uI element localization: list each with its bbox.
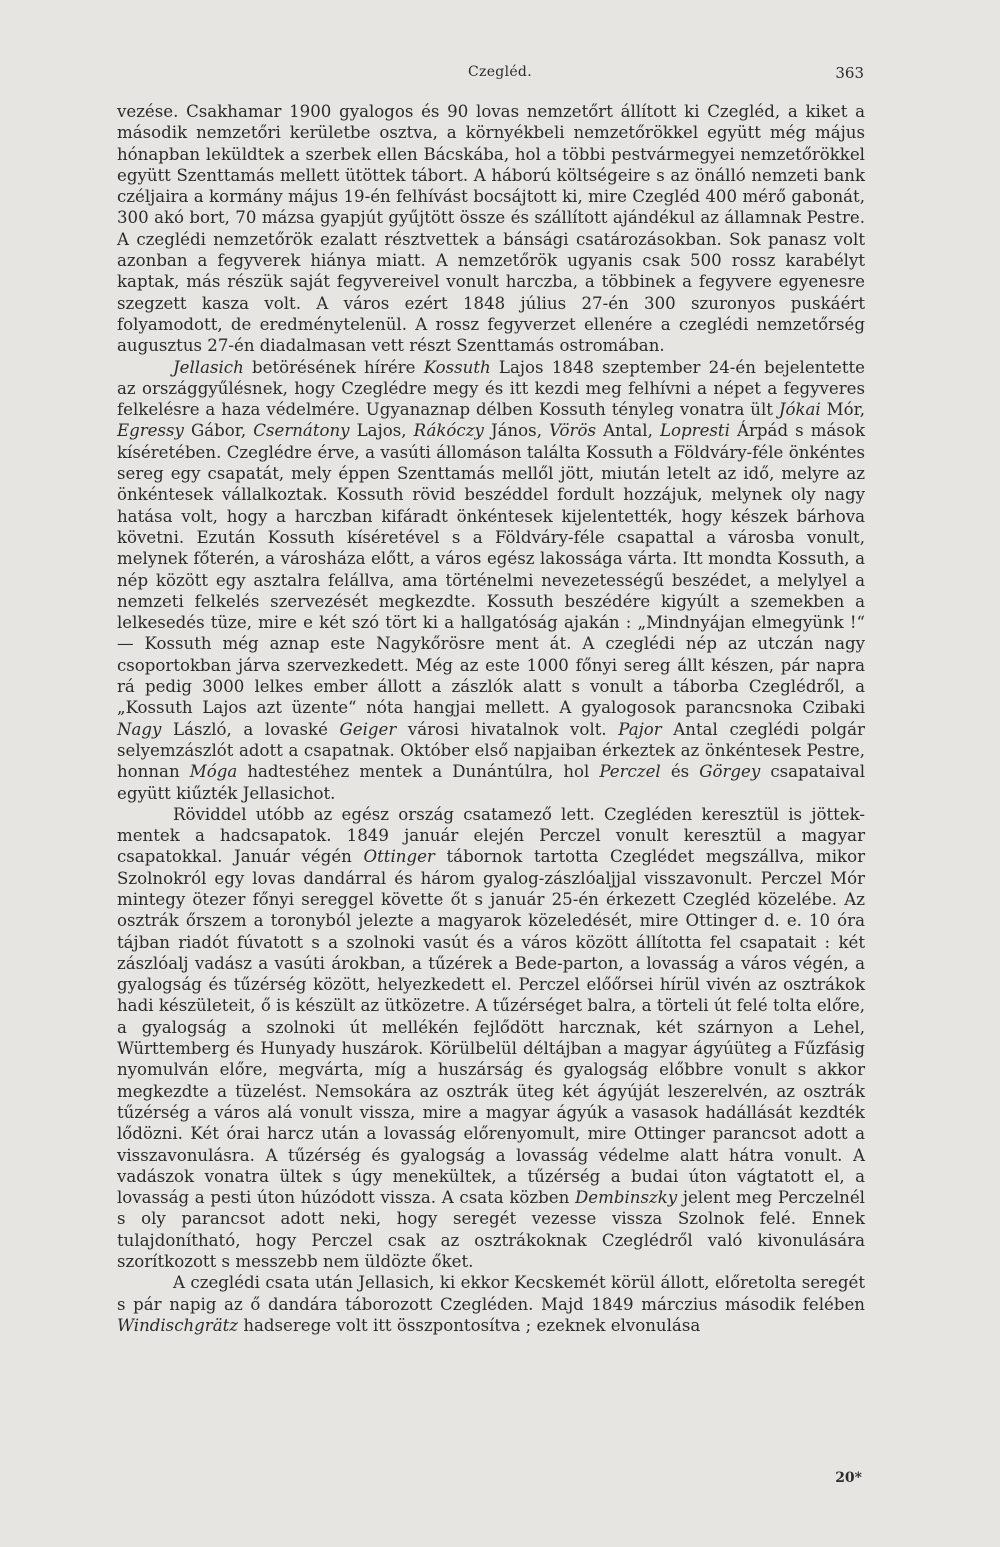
paragraph [117, 357, 865, 804]
italic-name: Egressy [117, 421, 184, 441]
italic-name: Pajor [618, 719, 662, 739]
text-run: Lajos, [349, 421, 414, 441]
text-run: Antal czeglédi polgár selyemzászlót adott a csapatnak. Október első napjaiban érkeztek az önkéntesek Pestre, honnan [117, 719, 865, 782]
text-run: Röviddel utóbb az egész ország csatamező lett. Czegléden keresztül is jöttek-mentek a hadcsapatok. 1849 január elején Perczel vonult keresztül a magyar csapatokkal. Január végén [117, 804, 865, 867]
text-run: János, [483, 421, 550, 441]
text-run: Gábor, [183, 421, 254, 441]
text-run: jelent meg Perczelnél s oly parancsot adott neki, hogy seregét vezesse vissza Szolnok felé. Ennek tulajdonítható, hogy Perczel csak az osztrákoknak Czeglédről való kivonulására szorítkozott s messzebb nem üldözte őket. [117, 1188, 865, 1272]
italic-name: Dembinszky [574, 1188, 678, 1208]
italic-name: Móga [189, 762, 238, 782]
text-run: betörésének hírére [243, 357, 424, 377]
italic-name: Nagy [117, 719, 162, 739]
paragraph [117, 804, 865, 1273]
italic-name: Görgey [699, 762, 761, 782]
paragraph [117, 1272, 865, 1336]
signature-mark: 20* [835, 1470, 862, 1486]
text-run: A czeglédi csata után Jellasich, ki ekkor Kecskemét körül állott, előretolta seregét s pár napig az ő dandára táborozott Czegléden. Majd 1849 márczius második felében [117, 1273, 865, 1314]
italic-name: Csernátony [253, 421, 350, 441]
text-run: hadtestéhez mentek a Dunántúlra, hol [237, 762, 600, 782]
italic-name: Kossuth [423, 357, 491, 377]
text-run: és [660, 762, 700, 782]
text-run: Mór, [820, 400, 865, 420]
paragraph [117, 101, 865, 357]
italic-name: Lopresti [660, 421, 730, 441]
text-run: Lajos 1848 szeptember 24-én bejelentette az országgyűlésnek, hogy Czeglédre megy és itt kezdi meg felhívni a népet a fegyveres felkelésre a haza védelmére. Ugyanaznap délben Kossuth tényleg vonatra ült [117, 357, 865, 420]
text-run: László, a lovaské [161, 719, 340, 739]
italic-name: Perczel [599, 762, 661, 782]
italic-name: Ottinger [363, 847, 435, 867]
text-run: vezése. Csakhamar 1900 gyalogos és 90 lovas nemzetőrt állított ki Czegléd, a kiket a második nemzetőri kerületbe osztva, a környékbeli nemzetőrökkel együtt még május hónapban leküldtek a szerbek ellen Bácskába, hol a többi pestvármegyei nemzetőrökkel együtt Szenttamás mellett ütöttek tábort. A háború költségeire s az önálló nemzeti bank czéljaira a kormány május 19-én felhívást bocsájtott ki, mire Czegléd 400 mérő gabonát, 300 akó bort, 70 mázsa gyapjút gyűjtött össze és szállított ajándékul az államnak Pestre. A czeglédi nemzetőrök ezalatt résztvettek a bánsági csatározásokban. Sok panasz volt azonban a fegyverek hiánya miatt. A nemzetőrök ugyanis csak 500 rossz karabélyt kaptak, más részük saját fegyvereivel vonult harczba, a többinek a fegyvere egyenesre szegzett kasza volt. A város ezért 1848 július 27-én 300 szuronyos puskáért folyamodott, de eredménytelenül. A rossz fegyverzet ellenére a czeglédi nemzetőrség augusztus 27-én diadalmasan vett részt Szenttamás ostromában. [117, 102, 865, 356]
italic-name: Jókai [778, 400, 821, 420]
italic-name: Rákóczy [413, 421, 484, 441]
body-text [117, 101, 865, 1336]
running-title: Czegléd. [468, 64, 532, 80]
italic-name: Geiger [339, 719, 397, 739]
text-run: városi hivatalnok volt. [396, 719, 619, 739]
text-run: Antal, [595, 421, 661, 441]
text-run: tábornok tartotta Czeglédet megszállva, mikor Szolnokról egy lovas dandárral és három gyalog-zászlóaljjal visszavonult. Perczel Mór mintegy ötezer főnyi sereggel követte őt s január 25-én érkezett Czegléd közelébe. Az osztrák őrszem a toronyból jelezte a magyarok közeledését, mire Ottinger d. e. 10 óra tájban riadót fúvatott s a szolnoki vasút és a város között állította fel csapatait : két zászlóalj vadász a vasúti árokban, a tűzérek a Bede-parton, a lovasság a város végén, a gyalogság és tűzérség között, helyezkedett el. Perczel előőrsei hírül vivén az osztrákok hadi készületeit, ő is készült az ütközetre. A tűzérséget balra, a törteli út felé tolta előre, a gyalogság a szolnoki út mellékén fejlődött harcznak, két szárnyon a Lehel, Württemberg és Hunyady huszárok. Körülbelül déltájban a magyar ágyúüteg a Fűzfásig nyomulván előre, megvárta, míg a huszárság és gyalogság előbbre vonult s akkor megkezdte a tüzelést. Nemsokára az osztrák üteg két ágyúját leszerelvén, az osztrák tűzérség a város alá vonult vissza, mire a magyar ágyúk a vasasok hadállását kezdték lődözni. Két órai harcz után a lovasság előrenyomult, mire Ottinger parancsot adott a visszavonulásra. A tűzérség és gyalogság a lovasság védelme alatt hátra vonult. A vadászok vonatra ültek s úgy menekültek, a tűzérség a budai úton vágtatott el, a lovasság a pesti úton húzódott vissza. A csata közben [117, 847, 866, 1208]
italic-name: Jellasich [173, 357, 244, 377]
italic-name: Windischgrätz [117, 1315, 239, 1335]
page-number: 363 [835, 64, 864, 82]
text-run: Árpád s mások kíséretében. Czeglédre érve, a vasúti állomáson találta Kossuth a Földváry-féle önkéntes sereg egy csapatát, mely éppen Szenttamás mellől jött, miután letelt az idő, melyre az önkéntesek vállalkoztak. Kossuth rövid beszéddel fordult hozzájuk, melynek oly nagy hatása volt, hogy a harczban kifáradt önkéntesek kijelentették, hogy készek bárhova követni. Ezután Kossuth kíséretével s a Földváry-féle csapattal a városba vonult, melynek főterén, a városháza előtt, a város egész lakossága várta. Itt mondta Kossuth, a nép között egy asztalra felállva, ama történelmi nevezetességű beszédet, a melylyel a nemzeti felkelés szervezését megkezdte. Kossuth beszédére kigyúlt a szemekben a lelkesedés tüze, mire e két szó tört ki a hallgatóság ajakán : „Mindnyájan elmegyünk !“ — Kossuth még aznap este Nagykőrösre ment át. A czeglédi nép az utczán nagy csoportokban járva szervezkedett. Még az este 1000 főnyi sereg állt készen, pár napra rá pedig 3000 lelkes ember állott a zászlók alatt s vonult a táborba Czeglédről, a „Kossuth Lajos azt üzente“ nóta hangjai mellett. A gyalogosok parancsnoka Czibaki [117, 421, 865, 718]
text-run: csapataival együtt kiűzték Jellasichot. [117, 762, 865, 803]
text-run: hadserege volt itt összpontosítva ; ezeknek elvonulása [238, 1315, 701, 1335]
italic-name: Vörös [549, 421, 596, 441]
